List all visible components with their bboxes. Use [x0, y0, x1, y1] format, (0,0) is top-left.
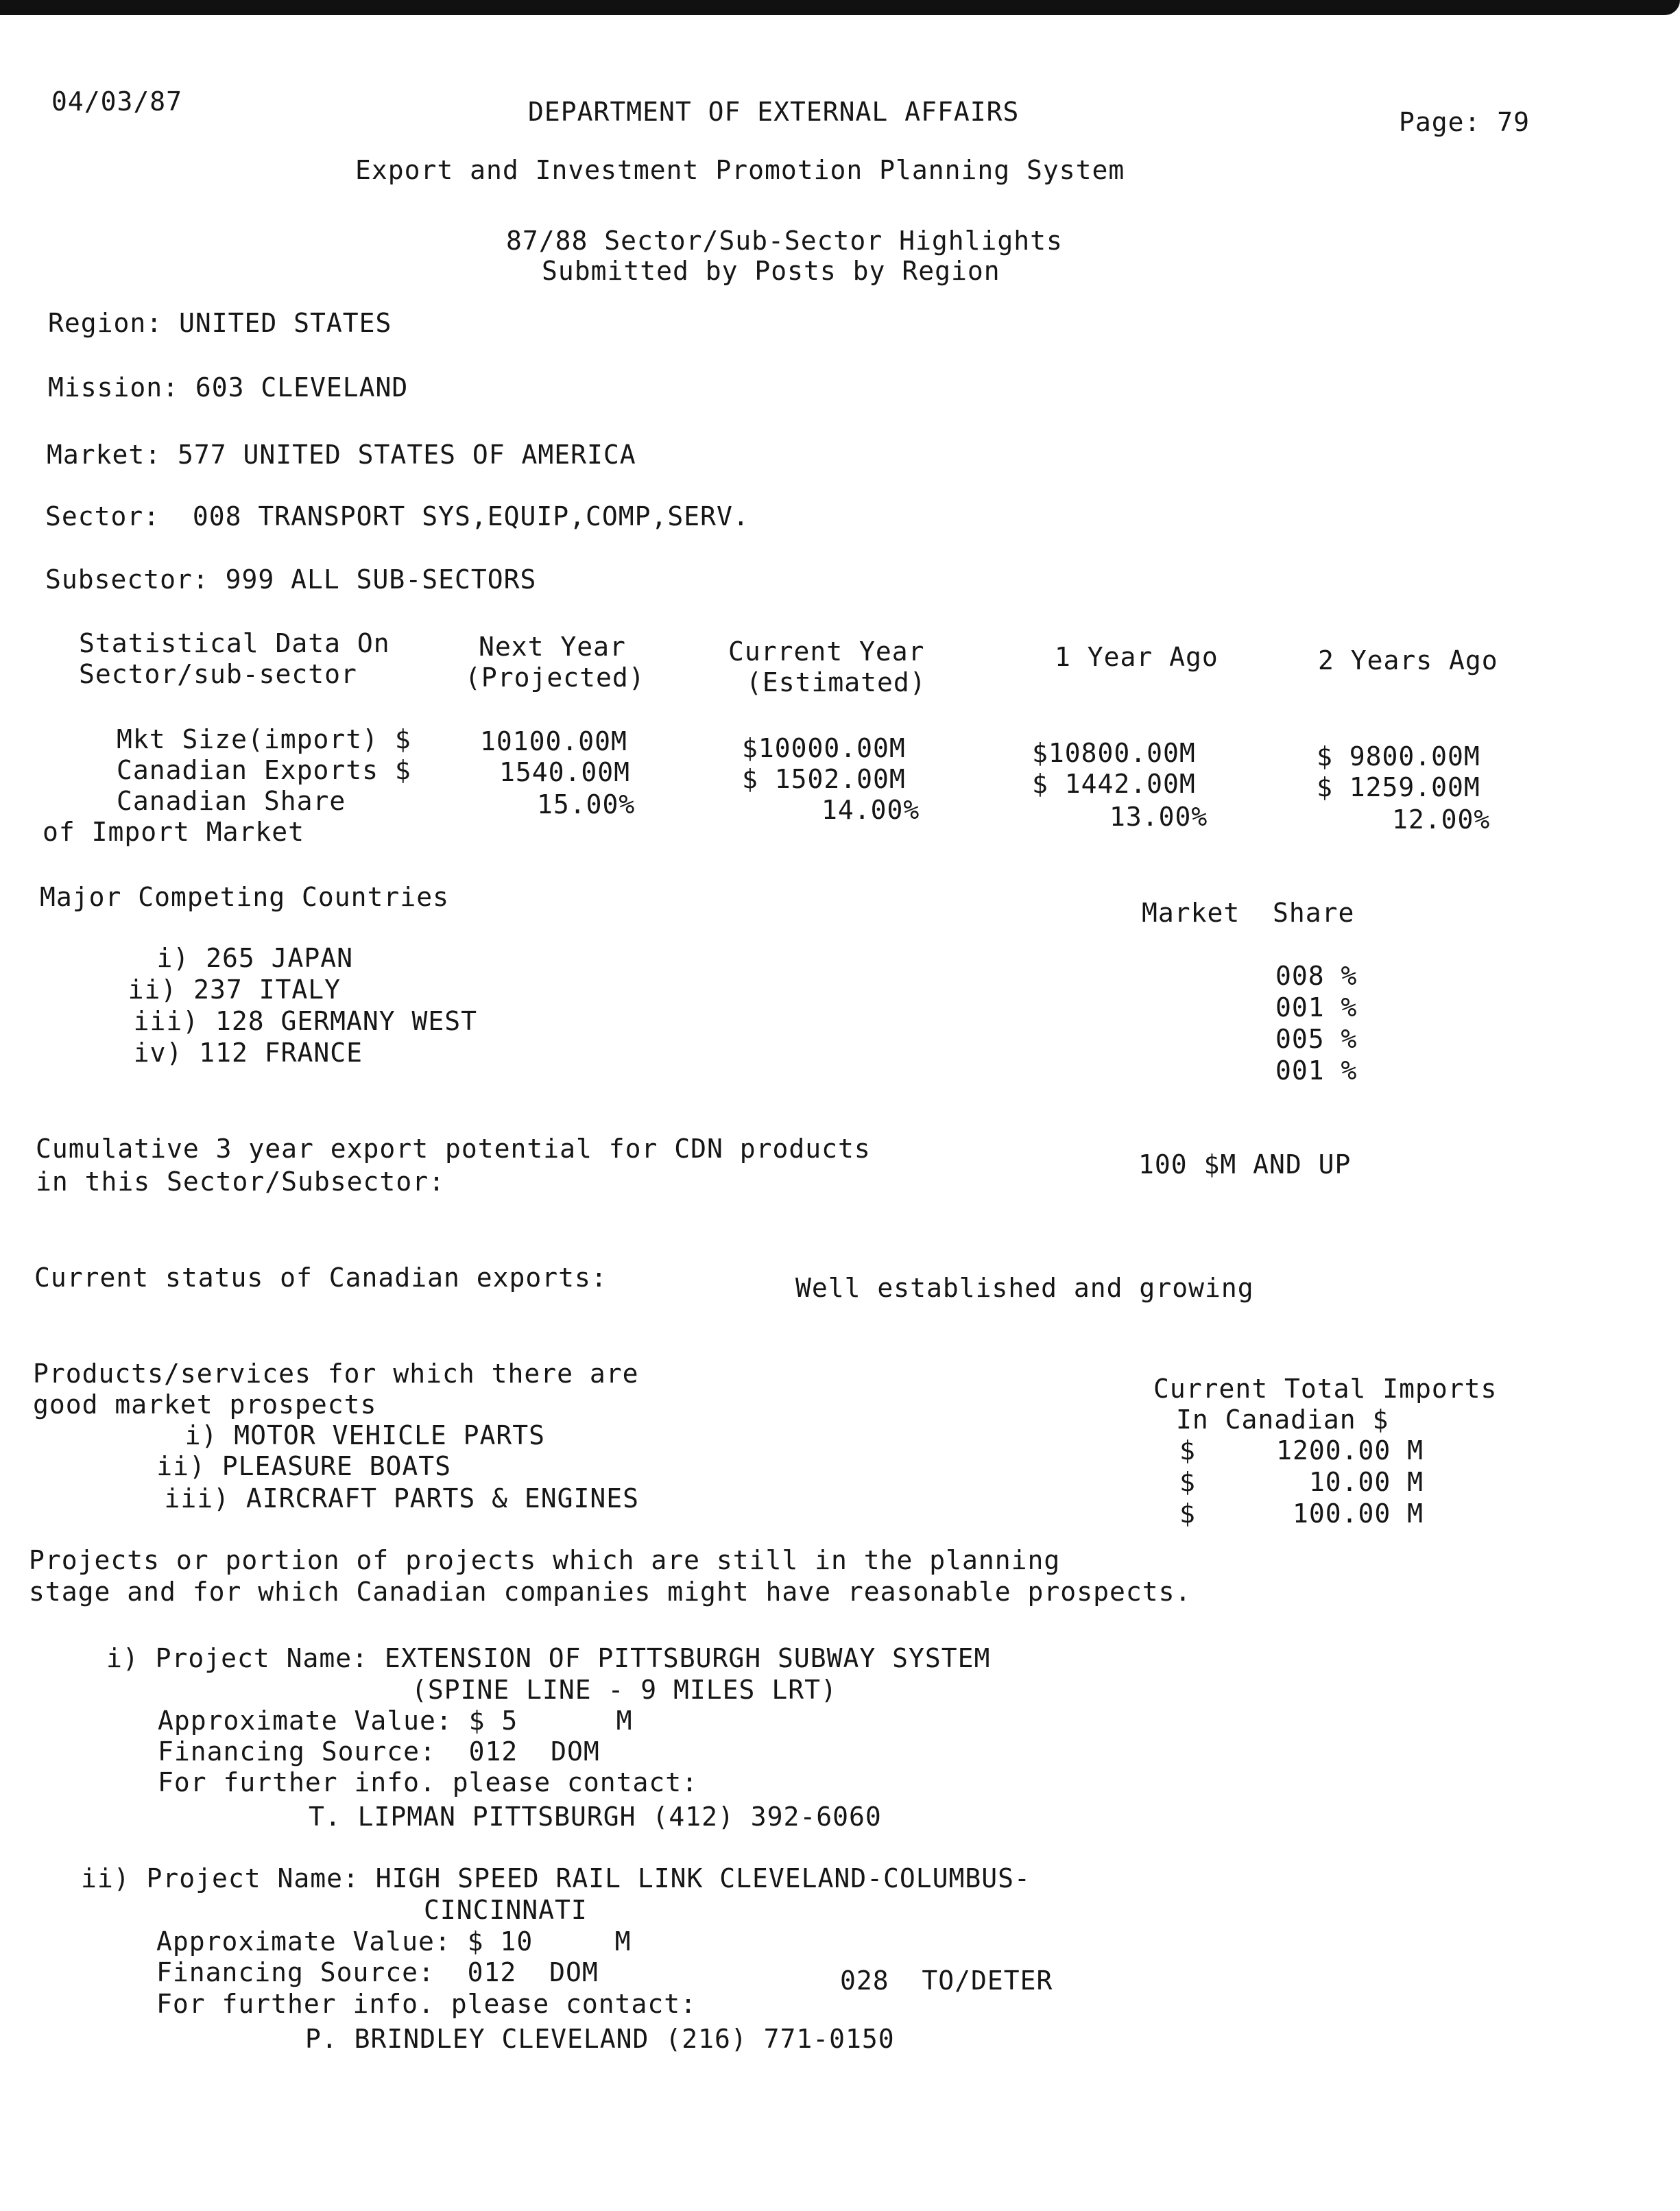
- status-label: Current status of Canadian exports:: [34, 1263, 608, 1293]
- potential-line2: in this Sector/Subsector:: [36, 1167, 445, 1197]
- scan-edge: [0, 0, 1680, 15]
- page-number: Page: 79: [1399, 107, 1531, 137]
- stats-label-cont: of Import Market: [43, 817, 305, 847]
- stats-current-value: $10000.00M: [742, 733, 906, 763]
- col-next-year: Next Year: [479, 632, 626, 662]
- stats-1yr-value: 13.00%: [1109, 802, 1208, 832]
- competitor-name: iv) 112 FRANCE: [133, 1038, 363, 1068]
- stats-2yr-value: $ 9800.00M: [1317, 741, 1480, 772]
- mission-field: Mission: 603 CLEVELAND: [48, 372, 409, 403]
- department-title: DEPARTMENT OF EXTERNAL AFFAIRS: [528, 97, 1020, 127]
- stats-label-line2: Sector/sub-sector: [79, 659, 357, 689]
- projects-intro-line2: stage and for which Canadian companies might have reasonable prospects.: [29, 1577, 1192, 1607]
- product-currency: $: [1179, 1498, 1196, 1529]
- col-2-years-ago: 2 Years Ago: [1318, 645, 1498, 676]
- stats-current-value: 14.00%: [821, 795, 920, 825]
- stats-1yr-value: $10800.00M: [1032, 738, 1196, 768]
- stats-label-line1: Statistical Data On: [79, 628, 390, 658]
- products-line2: good market prospects: [33, 1389, 377, 1420]
- report-title: 87/88 Sector/Sub-Sector Highlights: [506, 226, 1063, 256]
- competitor-name: ii) 237 ITALY: [128, 975, 341, 1005]
- stats-row-label: Mkt Size(import) $: [117, 724, 411, 754]
- project-value: Approximate Value: $ 10 M: [156, 1926, 632, 1957]
- project-value: Approximate Value: $ 5 M: [158, 1706, 633, 1736]
- products-line1: Products/services for which there are: [33, 1359, 639, 1389]
- project-name-cont: (SPINE LINE - 9 MILES LRT): [411, 1675, 837, 1705]
- potential-value: 100 $M AND UP: [1138, 1149, 1352, 1180]
- product-name: i) MOTOR VEHICLE PARTS: [184, 1420, 545, 1450]
- product-import-amount: 10.00 M: [1308, 1467, 1424, 1497]
- product-currency: $: [1179, 1467, 1196, 1497]
- status-value: Well established and growing: [795, 1273, 1254, 1303]
- projects-intro-line1: Projects or portion of projects which are still in the planning: [29, 1545, 1061, 1575]
- col-current-year: Current Year: [728, 636, 925, 667]
- product-import-amount: 100.00 M: [1292, 1498, 1424, 1529]
- project-name: ii) Project Name: HIGH SPEED RAIL LINK CLEVELAND-COLUMBUS-: [81, 1863, 1031, 1893]
- project-name-cont: CINCINNATI: [424, 1895, 588, 1925]
- col-1-year-ago: 1 Year Ago: [1055, 642, 1219, 672]
- system-title: Export and Investment Promotion Planning System: [355, 155, 1125, 185]
- project-name: i) Project Name: EXTENSION OF PITTSBURGH SUBWAY SYSTEM: [106, 1643, 991, 1673]
- project-financing: Financing Source: 012 DOM: [158, 1736, 600, 1767]
- competitor-name: i) 265 JAPAN: [156, 943, 353, 973]
- project-financing-extra: 028 TO/DETER: [840, 1965, 1053, 1996]
- market-share-heading: Market Share: [1142, 898, 1355, 928]
- project-contact-label: For further info. please contact:: [156, 1989, 697, 2019]
- competitor-share: 001 %: [1275, 992, 1358, 1023]
- stats-row-label: Canadian Exports $: [117, 755, 411, 785]
- stats-current-value: $ 1502.00M: [742, 764, 906, 794]
- stats-2yr-value: 12.00%: [1392, 804, 1491, 835]
- competitor-share: 008 %: [1275, 961, 1358, 991]
- market-field: Market: 577 UNITED STATES OF AMERICA: [47, 440, 636, 470]
- competitor-share: 001 %: [1275, 1055, 1358, 1086]
- stats-2yr-value: $ 1259.00M: [1317, 772, 1480, 802]
- col-next-year-sub: (Projected): [465, 662, 645, 693]
- stats-next-value: 1540.00M: [499, 757, 631, 787]
- project-contact-label: For further info. please contact:: [158, 1767, 698, 1797]
- product-name: ii) PLEASURE BOATS: [156, 1451, 451, 1481]
- competitors-heading: Major Competing Countries: [40, 882, 449, 912]
- project-contact: T. LIPMAN PITTSBURGH (412) 392-6060: [309, 1802, 882, 1832]
- project-contact: P. BRINDLEY CLEVELAND (216) 771-0150: [305, 2024, 895, 2054]
- project-financing: Financing Source: 012 DOM: [156, 1957, 599, 1987]
- product-currency: $: [1179, 1435, 1196, 1466]
- product-name: iii) AIRCRAFT PARTS & ENGINES: [164, 1483, 639, 1514]
- imports-heading-line2: In Canadian $: [1176, 1405, 1389, 1435]
- report-date: 04/03/87: [51, 86, 183, 117]
- region-field: Region: UNITED STATES: [48, 308, 392, 338]
- competitor-share: 005 %: [1275, 1024, 1358, 1054]
- imports-heading-line1: Current Total Imports: [1153, 1374, 1498, 1404]
- product-import-amount: 1200.00 M: [1276, 1435, 1424, 1466]
- sector-field: Sector: 008 TRANSPORT SYS,EQUIP,COMP,SERV.: [45, 501, 749, 531]
- potential-line1: Cumulative 3 year export potential for CDN products: [36, 1134, 871, 1164]
- stats-next-value: 15.00%: [537, 789, 636, 820]
- stats-next-value: 10100.00M: [480, 726, 627, 756]
- col-current-year-sub: (Estimated): [746, 667, 926, 697]
- stats-1yr-value: $ 1442.00M: [1032, 769, 1196, 799]
- stats-row-label: Canadian Share: [117, 786, 346, 816]
- report-subtitle: Submitted by Posts by Region: [542, 256, 1000, 286]
- competitor-name: iii) 128 GERMANY WEST: [133, 1006, 477, 1036]
- subsector-field: Subsector: 999 ALL SUB-SECTORS: [45, 564, 537, 595]
